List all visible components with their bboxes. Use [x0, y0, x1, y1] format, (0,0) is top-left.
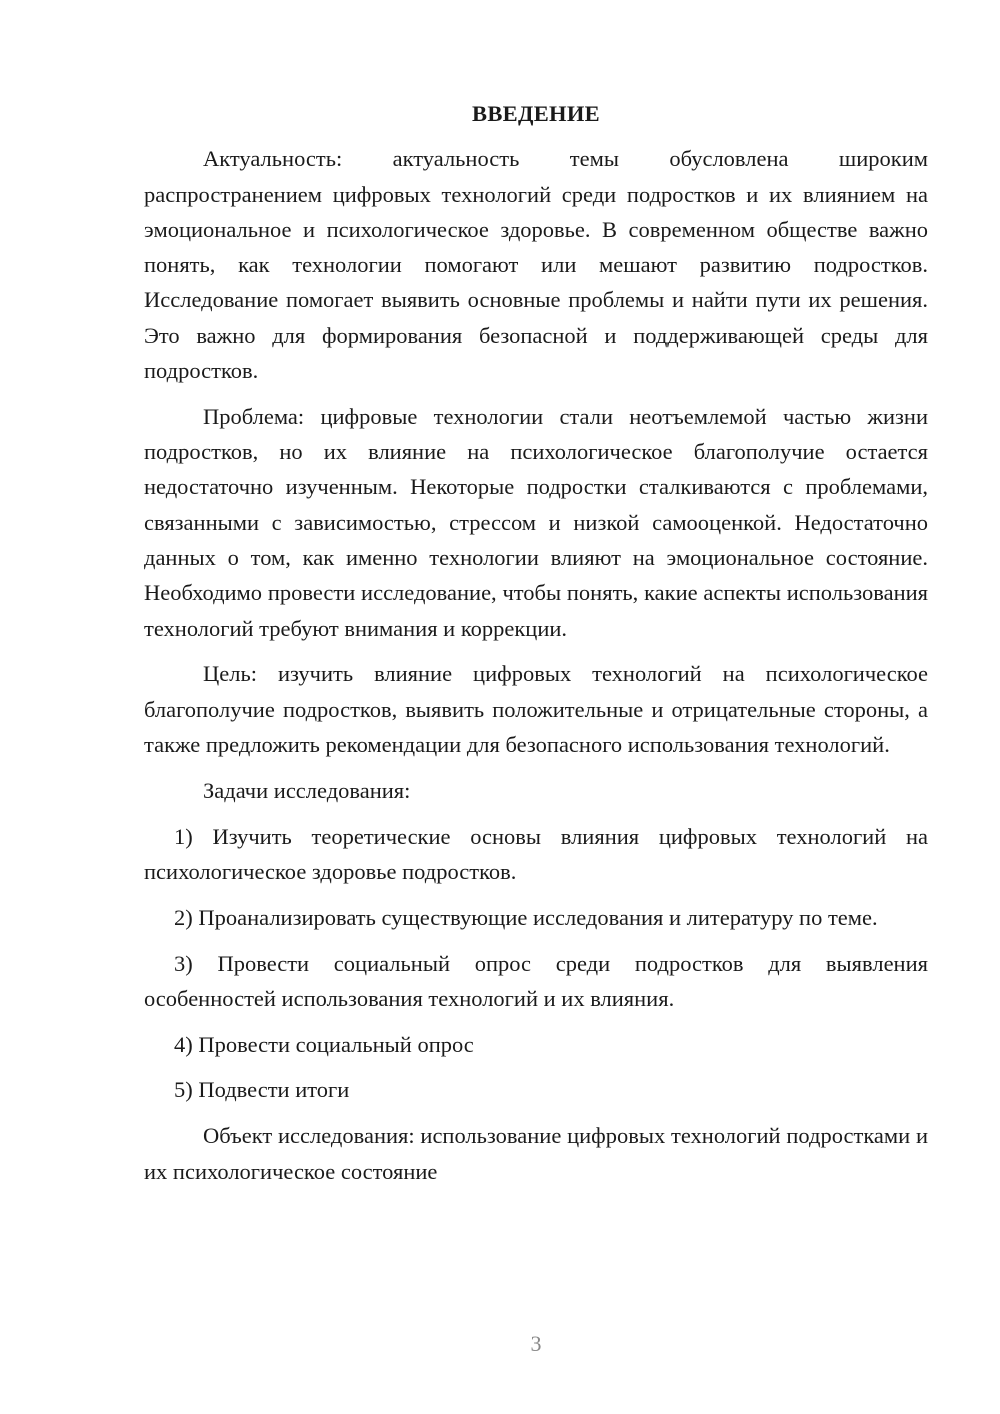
task-item-2: 2) Проанализировать существующие исследования и литературу по теме. — [174, 904, 878, 930]
document-page — [144, 96, 928, 1199]
object-paragraph: Объект исследования: использование цифровых технологий подростками и их психологическое состояние — [144, 1123, 928, 1184]
relevance-paragraph: Актуальность: актуальность темы обусловлена широким распространением цифровых технологий среди подростков и их влиянием на эмоциональное и психологическое здоровье. В современном обществе важно понять, как технологии помогают или мешают развитию подростков. Исследование помогает выявить основные проблемы и найти пути их решения. Это важно для формирования безопасной и поддерживающей среды для подростков. — [144, 146, 928, 384]
task-item-3: 3) Провести социальный опрос среди подростков для выявления особенностей использования технологий и их влияния. — [144, 950, 928, 1011]
page-title: ВВЕДЕНИЕ — [472, 101, 600, 126]
task-item-4: 4) Провести социальный опрос — [174, 1031, 474, 1057]
goal-paragraph: Цель: изучить влияние цифровых технологий на психологическое благополучие подростков, выявить положительные и отрицательные стороны, а также предложить рекомендации для безопасного использования технологий. — [144, 661, 928, 758]
page-number: 3 — [530, 1331, 542, 1356]
tasks-heading: Задачи исследования: — [203, 777, 411, 803]
task-item-5: 5) Подвести итоги — [174, 1077, 350, 1103]
problem-paragraph: Проблема: цифровые технологии стали неотъемлемой частью жизни подростков, но их влияние на психологическое благополучие остается недостаточно изученным. Некоторые подростки сталкиваются с проблемами, связанными с зависимостью, стрессом и низкой самооценкой. Недостаточно данных о том, как именно технологии влияют на эмоциональное состояние. Необходимо провести исследование, чтобы понять, какие аспекты использования технологий требуют внимания и коррекции. — [144, 403, 928, 641]
task-item-1: 1) Изучить теоретические основы влияния цифровых технологий на психологическое здоровье подростков. — [144, 823, 928, 884]
